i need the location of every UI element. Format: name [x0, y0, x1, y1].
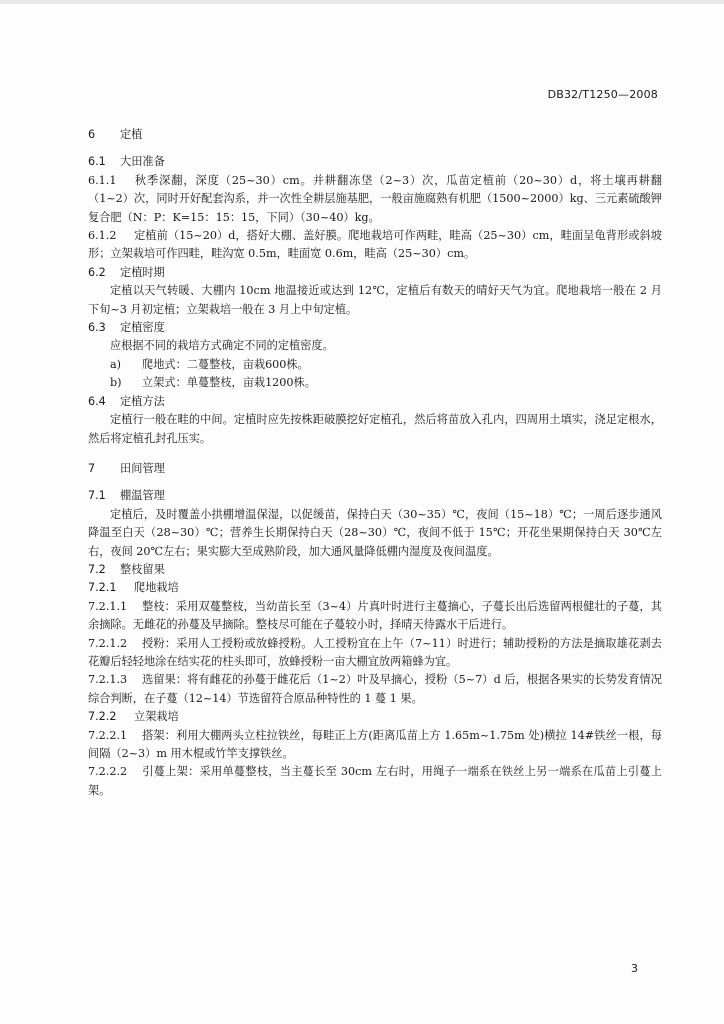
section-text: 秋季深翻，深度（25~30）cm。并耕翻冻垡（2~3）次，瓜苗定植前（20~30）d，将土壤再耕翻（1~2）次，同时开好配套沟系，并一次性全耕层施基肥，一般亩施腐熟有机肥（1500~2000）kg、三元素硫酸钾复合肥（N：P：K=15：15：15，下同）（30~40）kg。: [88, 173, 662, 224]
section-title: 田间管理: [120, 461, 165, 475]
section-heading: [88, 153, 662, 171]
section-title: 棚温管理: [120, 489, 165, 503]
section-paragraph: [88, 337, 662, 355]
section-title: 定植时期: [120, 265, 165, 279]
section-text: 搭架：利用大棚两头立柱拉铁丝，每畦正上方(距离瓜苗上方 1.65m~1.75m 处)横拉 14#铁丝一根，每间隔（2~3）m 用木棍或竹竿支撑铁丝。: [88, 728, 662, 760]
section-number: 6.1.2: [88, 229, 117, 243]
section-text: 爬地式：二蔓整枝，亩栽600株。: [142, 357, 309, 371]
section-text: 定植前（15~20）d，搭好大棚、盖好膜。爬地栽培可作两畦，畦高（25~30）cm，畦面呈龟背形或斜坡形；立架栽培可作四畦，畦沟宽 0.5m，畦面宽 0.6m，畦高（25~30）cm。: [88, 229, 662, 261]
section-number: 6.2: [88, 265, 106, 279]
section-heading: [88, 487, 662, 505]
section-number: a): [110, 357, 122, 371]
section-heading: [88, 393, 662, 411]
section-text: 应根据不同的栽培方式确定不同的定植密度。: [110, 339, 334, 353]
section-heading: [88, 708, 662, 726]
section-paragraph: [88, 598, 662, 635]
section-text: 定植行一般在畦的中间。定植时应先按株距破膜挖好定植孔，然后将苗放入孔内，四周用土填实，浇足定根水，然后将定植孔封孔压实。: [88, 413, 662, 445]
section-text: 定植以天气转暖、大棚内 10cm 地温接近或达到 12℃，定植后有数天的晴好天气为宜。爬地栽培一般在 2 月下旬~3 月初定植；立架栽培一般在 3 月上中旬定植。: [88, 284, 662, 316]
section-text: 选留果：将有雌花的孙蔓于雌花后（1~2）叶及早摘心，授粉（5~7）d 后，根据各果实的长势发育情况综合判断，在子蔓（12~14）节选留符合原品种特性的 1 蔓 1 果。: [88, 673, 662, 705]
section-paragraph: [88, 411, 662, 448]
section-text: 引蔓上架：采用单蔓整枝，当主蔓长至 30cm 左右时，用绳子一端系在铁丝上另一端系在瓜苗上引蔓上架。: [88, 765, 662, 797]
section-number: 7.1: [88, 489, 106, 503]
section-heading: [88, 561, 662, 579]
section-heading: [88, 319, 662, 337]
section-paragraph: [88, 227, 662, 264]
section-title: 定植方法: [120, 394, 165, 408]
section-text: 定植后，及时覆盖小拱棚增温保湿，以促缓苗，保持白天（30~35）℃，夜间（15~18）℃；一周后逐步通风降温至白天（28~30）℃；营养生长期保持白天（28~30）℃，夜间不低于 15℃；开花坐果期保持白天 30℃左右，夜间 20℃左右；果实膨大至成熟阶段，加大通风量降低棚内湿度及夜间温度。: [88, 507, 662, 558]
section-title: 定植密度: [120, 321, 165, 335]
section-title: 立架栽培: [134, 710, 179, 724]
section-heading: [88, 126, 662, 144]
section-heading: [88, 579, 662, 597]
scan-top-edge: [0, 0, 724, 4]
document-body: [88, 114, 662, 800]
section-heading: [88, 460, 662, 478]
section-number: 7.2.1.2: [88, 636, 128, 650]
section-number: 6.3: [88, 321, 106, 335]
section-paragraph: [88, 282, 662, 319]
standard-code: DB32/T1250—2008: [547, 88, 658, 101]
section-number: 7.2.1: [88, 581, 117, 595]
section-title: 爬地栽培: [134, 581, 179, 595]
section-paragraph: [88, 356, 662, 374]
page-number: 3: [631, 962, 638, 975]
section-paragraph: [88, 763, 662, 800]
section-text: 立架式：单蔓整枝，亩栽1200株。: [142, 376, 316, 390]
section-number: b): [110, 376, 122, 390]
section-number: 7: [88, 461, 96, 475]
section-text: 授粉：采用人工授粉或放蜂授粉。人工授粉宜在上午（7~11）时进行；辅助授粉的方法是摘取雄花剥去花瓣后轻轻地涂在结实花的柱头即可，放蜂授粉一亩大棚宜放两箱蜂为宜。: [88, 636, 662, 668]
section-number: 6.1.1: [88, 173, 117, 187]
section-paragraph: [88, 172, 662, 227]
section-number: 7.2.2.2: [88, 765, 128, 779]
section-number: 7.2.2.1: [88, 728, 128, 742]
section-title: 大田准备: [120, 155, 165, 169]
section-number: 7.2: [88, 562, 106, 576]
section-title: 整枝留果: [120, 562, 165, 576]
section-paragraph: [88, 671, 662, 708]
section-number: 6.1: [88, 155, 106, 169]
section-heading: [88, 264, 662, 282]
section-number: 7.2.1.3: [88, 673, 128, 687]
section-number: 7.2.2: [88, 710, 117, 724]
section-paragraph: [88, 635, 662, 672]
section-text: 整枝：采用双蔓整枝，当幼苗长至（3~4）片真叶时进行主蔓摘心，子蔓长出后选留两根健壮的子蔓，其余摘除。无雌花的孙蔓及早摘除。整枝尽可能在子蔓较小时，择晴天待露水干后进行。: [88, 599, 662, 632]
section-number: 6.4: [88, 394, 106, 408]
section-title: 定植: [120, 128, 143, 141]
section-paragraph: [88, 727, 662, 764]
section-paragraph: [88, 374, 662, 392]
section-paragraph: [88, 506, 662, 561]
section-number: 7.2.1.1: [88, 599, 128, 613]
section-number: 6: [88, 128, 96, 141]
